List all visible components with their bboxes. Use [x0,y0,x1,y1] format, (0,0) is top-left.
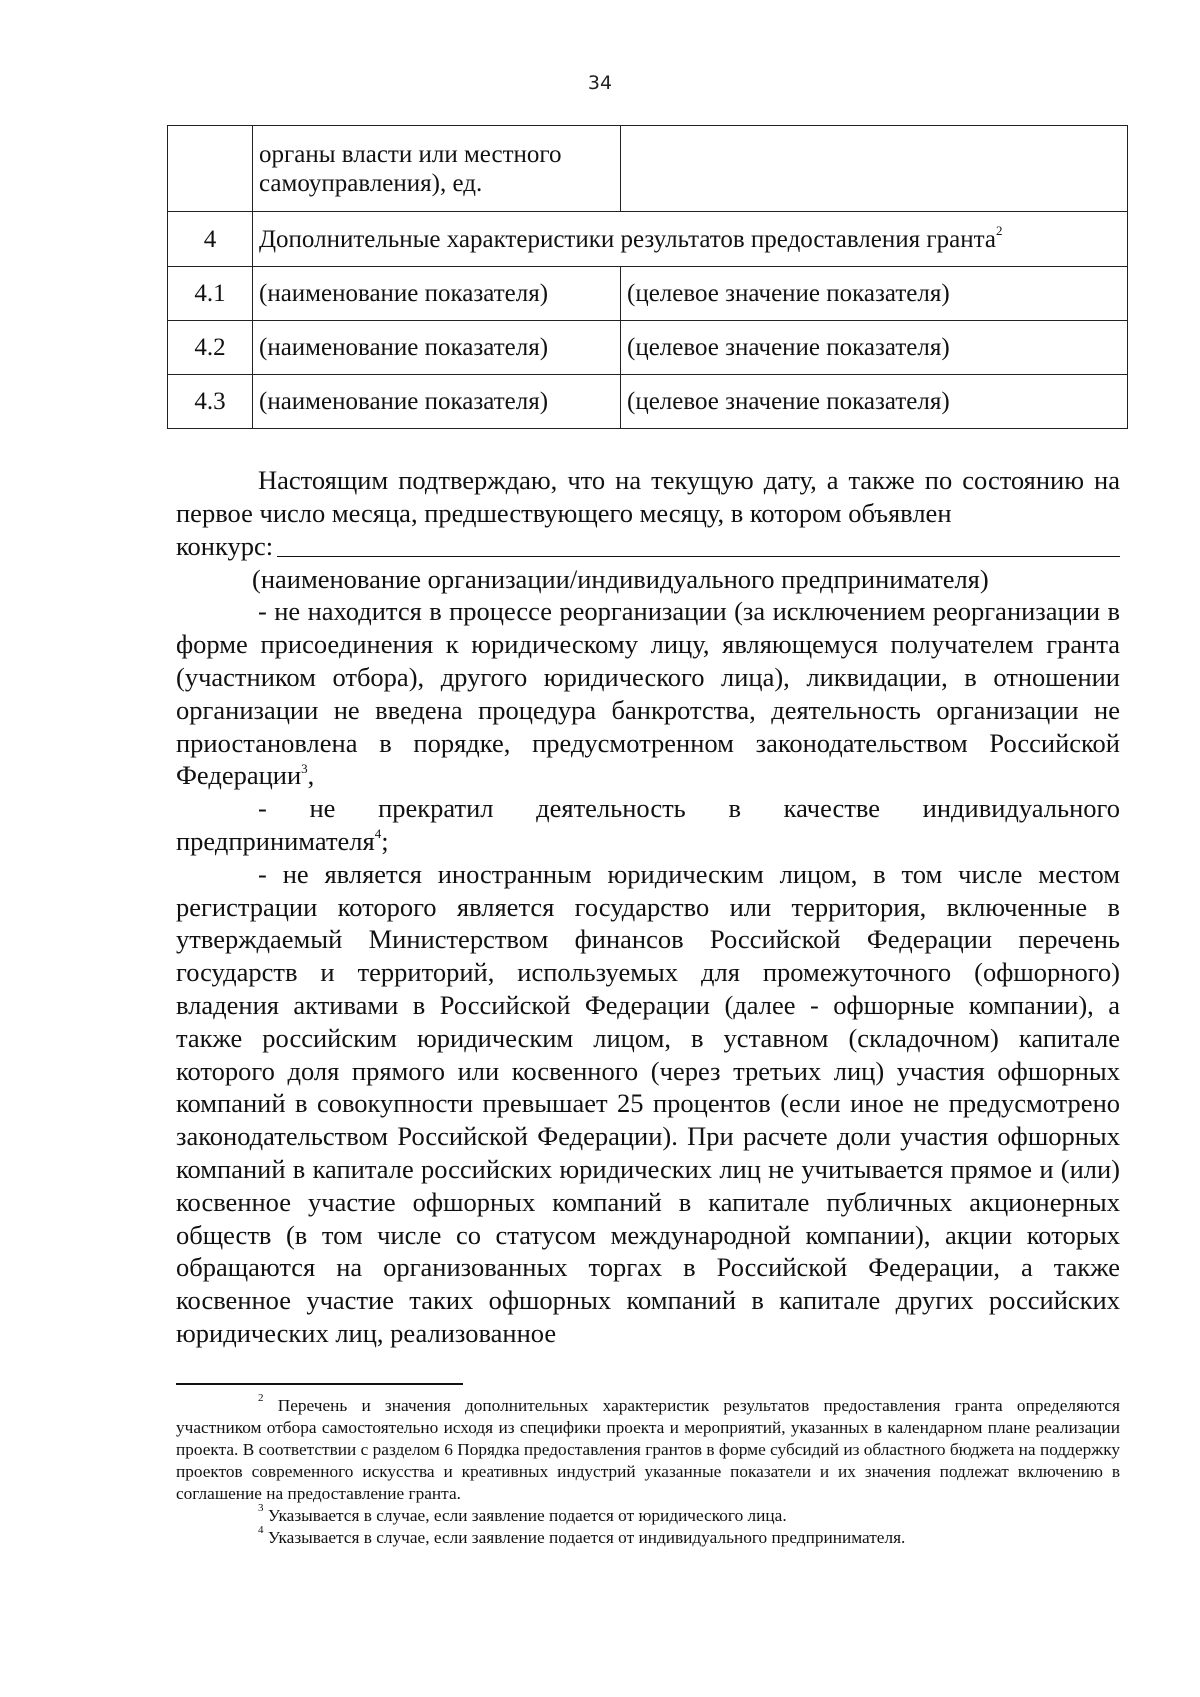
table-cell-value: (целевое значение показателя) [621,321,1128,375]
table-row [168,375,1128,429]
table-cell-num: 4.3 [168,375,253,429]
table-row [168,267,1128,321]
table-row [168,126,1128,212]
indicators-table [167,125,1128,429]
footnote-4: $^4$ Указывается в случае, если заявление подается от индивидуального предпринимателя. [258,1524,906,1547]
footnote-3: $^3$ Указывается в случае, если заявление подается от юридического лица. [258,1502,787,1525]
contest-line [176,530,1120,563]
section-row-title: Дополнительные характеристики результатов предоставления гранта$^2$ [253,212,1128,267]
confirmation-paragraph: Настоящим подтверждаю, что на текущую дату, а также по состоянию на первое число месяца, предшествующего месяцу, в котором объявлен [176,465,1120,528]
condition-item-2: - не прекратил деятельность в качестве индивидуального предпринимателя$^4$; [176,793,1120,856]
section-row [168,212,1128,267]
table-cell-value [621,126,1128,212]
footnote-separator [176,1383,463,1385]
table-cell-num: 4.1 [168,267,253,321]
footnotes [176,1383,1120,1549]
table-cell-value: (целевое значение показателя) [621,375,1128,429]
footnote-ref: 3 [301,760,308,776]
condition-item-3: - не является иностранным юридическим лицом, в том числе местом регистрации которого является государство или территория, включенные в утверждаемый Министерством финансов Российской Федерации перечень государств и территорий, используемых для промежуточного (офшорного) владения активами в Российской Федерации (далее - офшорные компании), а также российским юридическим лицом, в уставном (складочном) капитале которого доля прямого или косвенного (через третьих лиц) участия офшорных компаний в совокупности превышает 25 процентов (если иное не предусмотрено законодательством Российской Федерации). При расчете доли участия офшорных компаний в капитале российских юридических лиц не учитывается прямое и (или) косвенное участие офшорных компаний в капитале публичных акционерных обществ (в том числе со статусом международной компании), акции которых обращаются на организованных торгах в Российской Федерации, а также косвенное участие таких офшорных компаний в капитале других российских юридических лиц, реализованное [176,858,1120,1348]
table-cell-num: 4.2 [168,321,253,375]
body-text [176,464,1120,1350]
organization-caption: (наименование организации/индивидуального предпринимателя) [252,563,989,594]
table-cell-num [168,126,253,212]
condition-item-1: - не находится в процессе реорганизации (за исключением реорганизации в форме присоединения к юридическому лицу, являющемуся получателем гранта (участником отбора), другого юридического лица), ликвидации, в отношении организации не введена процедура банкротства, деятельность организации не приостановлена в порядке, предусмотренном законодательством Российской Федерации$^3$, [176,596,1120,791]
contest-label: конкурс: [176,530,274,561]
page-number: 34 [587,72,613,94]
table-cell-name: (наименование показателя) [253,267,621,321]
table-row [168,321,1128,375]
organization-blank-line [277,530,1120,557]
footnote-2: $^2$ Перечень и значения дополнительных характеристик результатов предоставления гранта определяются участником отбора самостоятельно исходя из специфики проекта и мероприятий, указанных в календарном плане реализации проекта. В соответствии с разделом 6 Порядка предоставления грантов в форме субсидий из областного бюджета на поддержку проектов современного искусства и креативных индустрий указанные показатели и их значения подлежат включению в соглашение на предоставление гранта. [176,1392,1120,1503]
table-cell-name: органы власти или местного самоуправления), ед. [253,126,621,212]
footnote-ref: 2 [995,223,1003,239]
table-cell-name: (наименование показателя) [253,321,621,375]
footnote-ref: 4 [374,826,382,842]
table-cell-num: 4 [168,212,253,267]
table-cell-value: (целевое значение показателя) [621,267,1128,321]
table-cell-name: (наименование показателя) [253,375,621,429]
